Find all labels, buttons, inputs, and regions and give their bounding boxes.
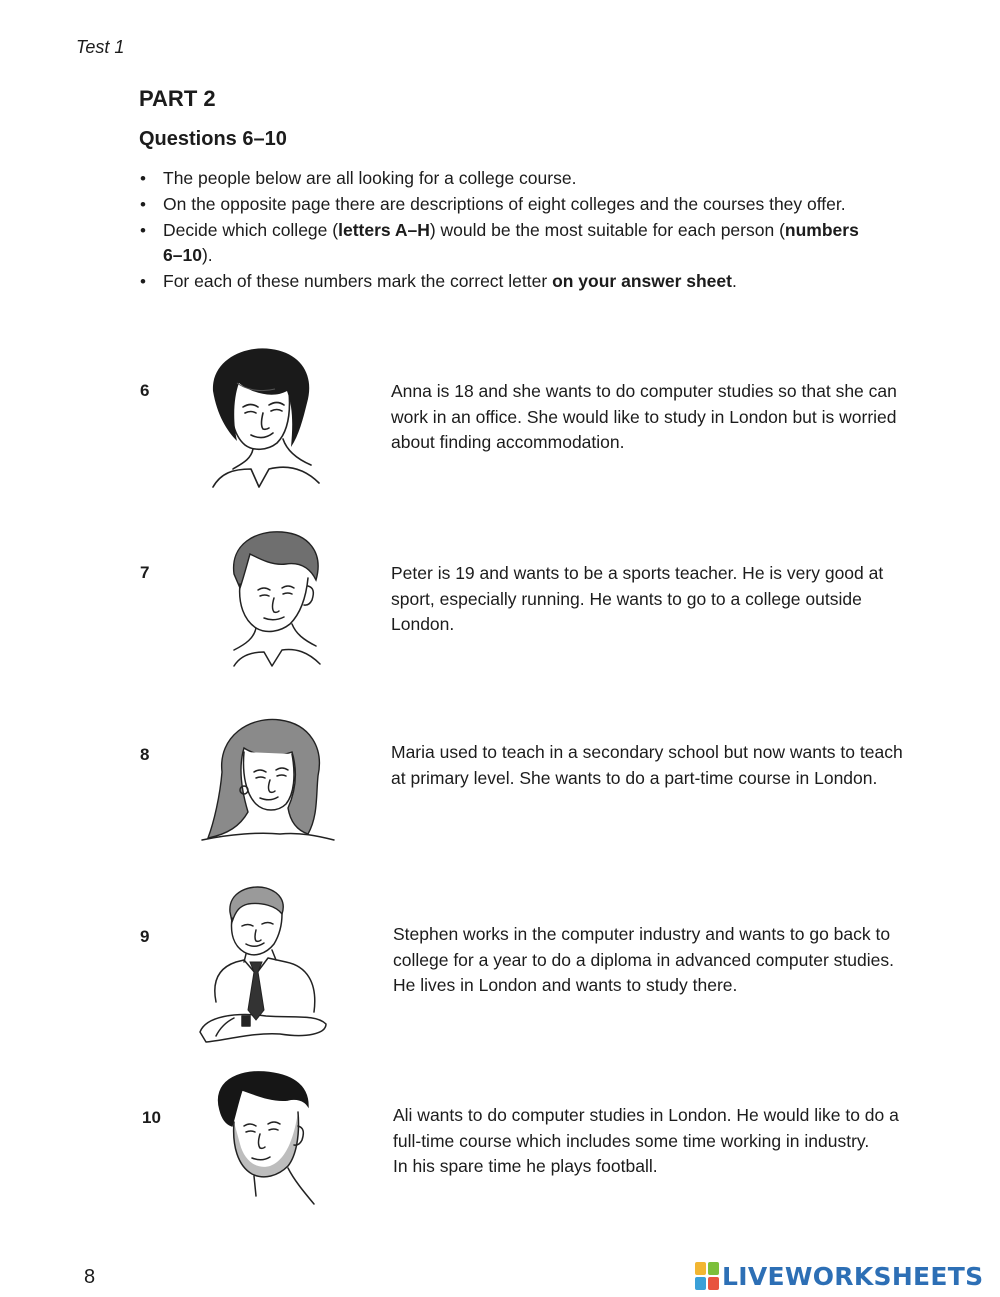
man-tie-arms-crossed-portrait	[196, 882, 330, 1048]
question-text-line: In his spare time he plays football.	[393, 1156, 658, 1176]
question-number: 9	[140, 927, 150, 946]
question-text-line: London.	[391, 614, 455, 634]
instruction-item	[139, 218, 859, 268]
logo-square	[708, 1277, 719, 1290]
woman-short-dark-hair-portrait	[203, 343, 328, 491]
question-text	[391, 561, 883, 638]
instruction-item	[139, 269, 859, 294]
question-text-line: about finding accommodation.	[391, 432, 625, 452]
text-segment: ).	[201, 245, 213, 265]
page-number: 8	[84, 1266, 96, 1288]
bold-text: on your answer sheet	[552, 271, 732, 291]
question-text-line: Anna is 18 and she wants to do computer studies so that she can	[391, 381, 897, 401]
instruction-item	[139, 192, 859, 217]
bold-text: letters A–H	[338, 220, 430, 240]
header-label: Test 1	[76, 37, 125, 57]
logo-grid-icon	[695, 1262, 719, 1290]
question-text	[391, 379, 897, 456]
question-text-line: college for a year to do a diploma in advanced computer studies.	[393, 949, 894, 970]
text-segment: On the opposite page there are descriptions of eight colleges and the courses they offer.	[163, 194, 846, 214]
question-text-line: full-time course which includes some time working in industry.	[393, 1130, 870, 1151]
question-text-line: He lives in London and wants to study there.	[393, 975, 738, 995]
question-text-line: Maria used to teach in a secondary school but now wants to teach	[391, 742, 903, 762]
brand-name: LIVEWORKSHEETS	[722, 1261, 984, 1291]
text-segment: .	[731, 271, 737, 291]
logo-square	[695, 1262, 706, 1275]
instructions-list	[139, 166, 859, 295]
young-man-portrait	[220, 528, 330, 668]
bold-text: numbers 6–10	[163, 220, 859, 265]
question-number: 7	[140, 563, 150, 582]
question-text	[393, 922, 894, 999]
part-title: PART 2	[139, 86, 216, 111]
question-number: 8	[140, 745, 150, 764]
liveworksheets-logo[interactable]	[695, 1259, 983, 1293]
question-text-line: Ali wants to do computer studies in London. He would like to do a	[393, 1105, 899, 1125]
young-man-dark-hair-portrait	[208, 1070, 320, 1208]
logo-square	[708, 1262, 719, 1275]
question-text-line: sport, especially running. He wants to go to a college outside	[391, 588, 862, 609]
question-text-line: work in an office. She would like to study in London but is worried	[391, 406, 897, 427]
text-segment: The people below are all looking for a college course.	[163, 168, 577, 188]
woman-long-hair-portrait	[200, 712, 334, 842]
text-segment: Decide which college (	[163, 220, 339, 240]
question-number: 6	[140, 381, 150, 400]
instruction-item	[139, 166, 859, 191]
logo-square	[695, 1277, 706, 1290]
question-text	[391, 740, 903, 791]
question-text	[393, 1103, 899, 1180]
question-text-line: Stephen works in the computer industry and wants to go back to	[393, 924, 891, 944]
question-text-line: Peter is 19 and wants to be a sports teacher. He is very good at	[391, 563, 884, 583]
question-text-line: at primary level. She wants to do a part-time course in London.	[391, 767, 878, 788]
text-segment: For each of these numbers mark the correct letter	[163, 271, 553, 291]
text-segment: ) would be the most suitable for each person (	[429, 220, 785, 240]
questions-title: Questions 6–10	[139, 128, 287, 150]
question-number: 10	[142, 1108, 161, 1127]
